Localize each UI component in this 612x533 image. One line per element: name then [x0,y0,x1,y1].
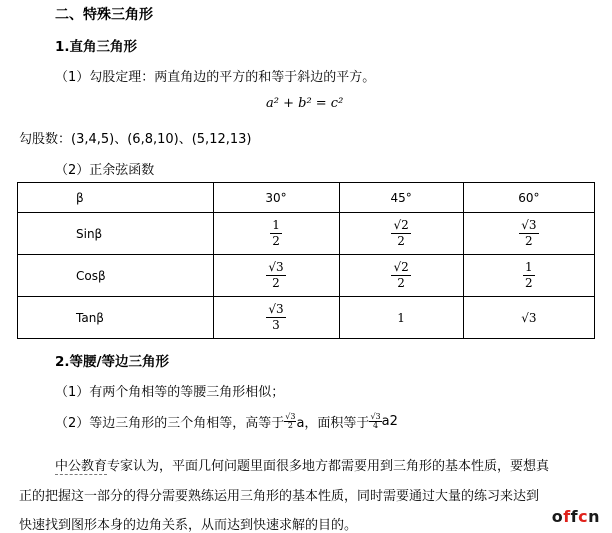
table-row-sin [18,213,595,255]
offcn-link[interactable]: 中公教育 [55,459,108,474]
offcn-logo [552,507,600,526]
trig-functions-title: （2）正余弦函数 [55,163,155,178]
pythagorean-theorem-text: （1）勾股定理：两直角边的平方的和等于斜边的平方。 [55,70,376,85]
section-title: 二、特殊三角形 [55,7,153,23]
cell-cos-30 [213,255,339,297]
logo-letter: c [578,507,589,526]
header-cell-45: 45° [339,183,463,213]
header-cell-60: 60° [463,183,594,213]
subsection-isosceles-title: 2.等腰/等边三角形 [55,354,169,370]
fraction: $\frac{√3}{3}$ [268,302,284,332]
cell-sin-45 [339,213,463,255]
table-row-cos [18,255,595,297]
pythagorean-formula: a² + b² = c² [266,96,344,111]
summary-paragraph-line-1: 中公教育专家认为，平面几何问题里面很多地方都需要用到三角形的基本性质，要想真 [55,459,550,474]
row-label-sin: Sinβ [18,213,214,255]
summary-paragraph-line-2: 正的把握这一部分的得分需要熟练运用三角形的基本性质，同时需要通过大量的练习来达到 [19,489,540,504]
logo-letter: n [588,507,600,526]
row-label-cos: Cosβ [18,255,214,297]
cell-tan-45: 1 [339,297,463,339]
cell-tan-60: √3 [463,297,594,339]
cell-sin-60 [463,213,594,255]
table-row-tan [18,297,595,339]
cell-sin-30 [213,213,339,255]
fraction: $\frac{√2}{2}$ [393,260,409,290]
header-cell-angle: β [18,183,214,213]
summary-paragraph-line-3: 快速找到图形本身的边角关系，从而达到快速求解的目的。 [19,518,358,533]
fraction: $\frac{1}{2}$ [272,218,280,248]
fraction: $\frac{√2}{2}$ [393,218,409,248]
logo-letter: f [570,507,579,526]
pythagorean-triples: 勾股数：(3,4,5)、(6,8,10)、(5,12,13) [19,132,252,147]
cell-cos-60 [463,255,594,297]
cell-tan-30 [213,297,339,339]
logo-letter: o [551,507,564,526]
area-fraction: $\frac{√3}{4}$ [370,412,381,430]
logo-letter: f [563,507,571,526]
fraction: $\frac{1}{2}$ [525,260,533,290]
trig-table [17,182,595,339]
subsection-right-triangle-title: 1.直角三角形 [55,39,138,55]
row-label-tan: Tanβ [18,297,214,339]
cell-cos-45 [339,255,463,297]
header-cell-30: 30° [213,183,339,213]
fraction: $\frac{√3}{2}$ [268,260,284,290]
table-header-row [18,183,595,213]
fraction: $\frac{√3}{2}$ [521,218,537,248]
equilateral-text: （2）等边三角形的三个角相等，高等于 $\frac{√3}{2}$ a，面积等于 $\frac{√3}{4}$ a2 [55,412,398,431]
isosceles-text: （1）有两个角相等的等腰三角形相似； [55,385,285,400]
height-fraction: $\frac{√3}{2}$ [285,412,296,430]
